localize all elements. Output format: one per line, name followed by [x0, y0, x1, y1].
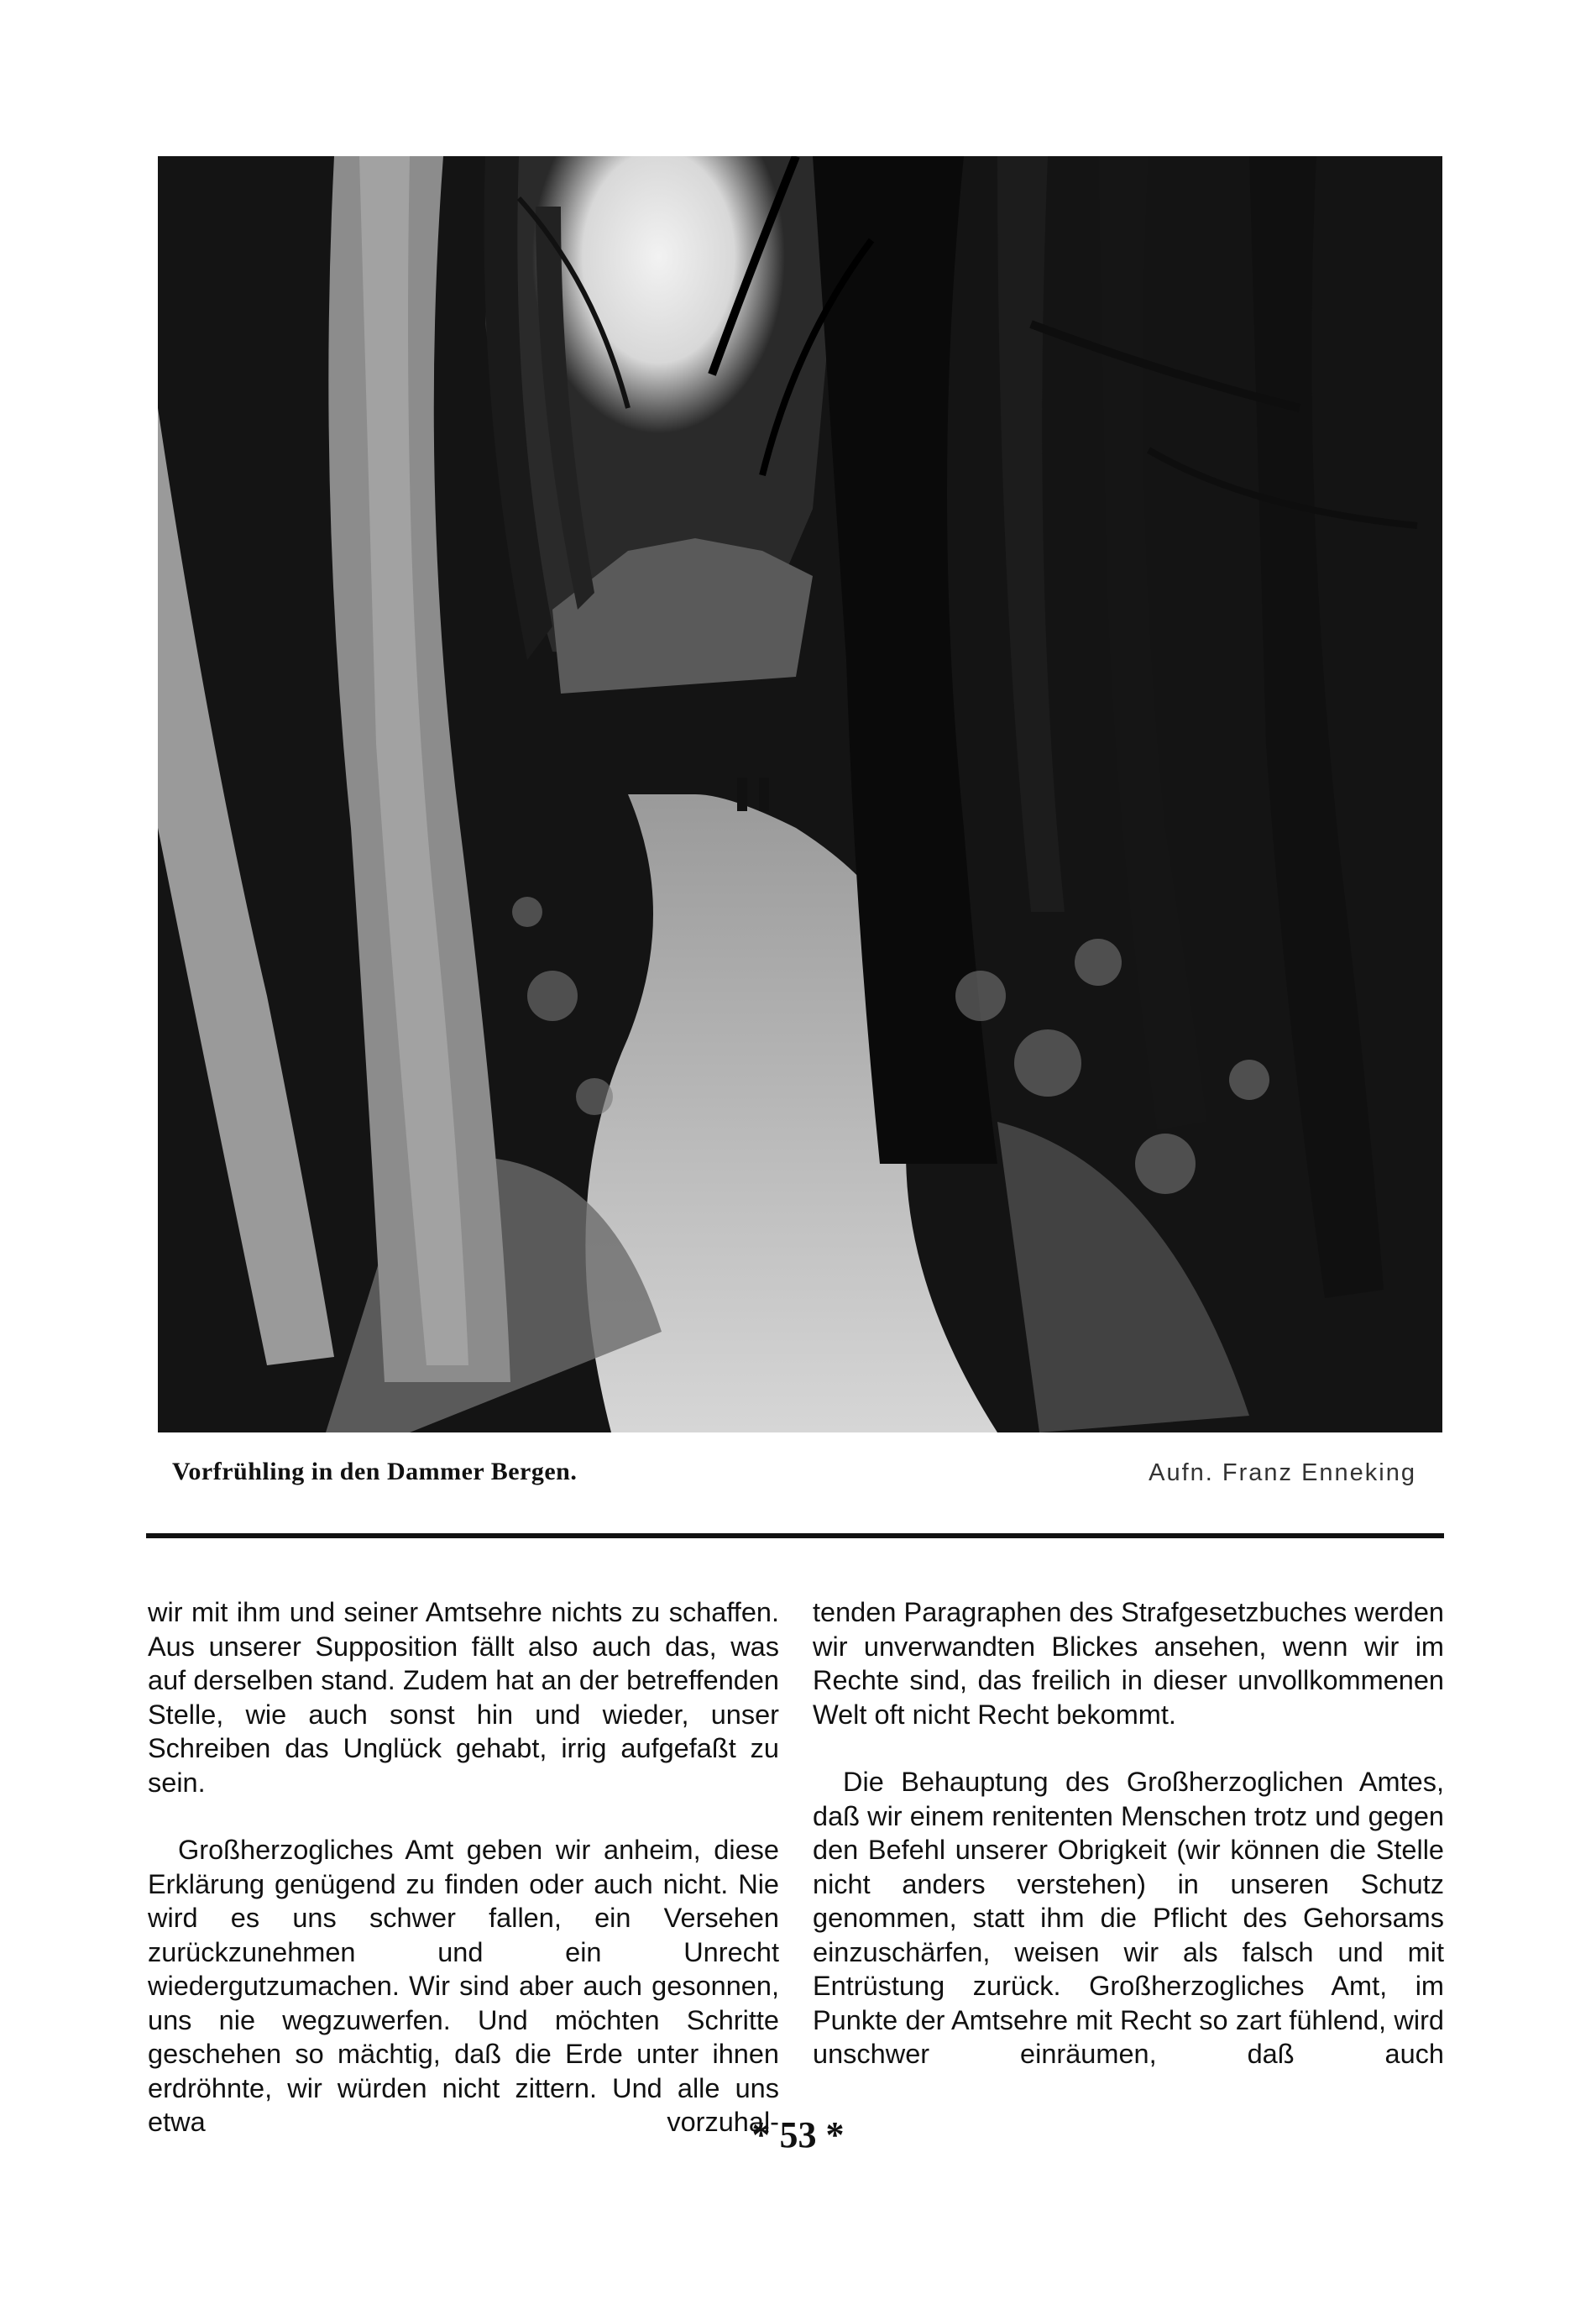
page-number: * 53 * — [751, 2114, 845, 2155]
photo-credit: Aufn. Franz Enneking — [1149, 1459, 1416, 1486]
paragraph: wir mit ihm und seiner Amtsehre nichts zu schaffen. Aus unserer Supposition fällt also auch das, was auf derselben stand. Zudem hat an der betreffenden Stelle, wie auch sonst hin und wieder, unser Schreiben das Unglück gehabt, irrig aufgefaßt zu sein. — [148, 1597, 779, 1798]
forest-path-photo — [158, 156, 1442, 1432]
paragraph: Großherzogliches Amt geben wir anheim, diese Erklärung genügend zu finden oder auch nicht. Nie wird es uns schwer fallen, ein Versehen zurückzunehmen und ein Unrecht wiedergutzumachen. Wir sind aber auch gesonnen, uns nie wegzuwerfen. Und möchten Schritte geschehen so mächtig, daß die Erde unter ihnen erdröhnte, wir würden nicht zittern. Und alle uns etwa vorzuhal- — [148, 1835, 779, 2137]
text-column-left — [148, 1595, 779, 2139]
forest-path-icon — [158, 156, 1442, 1432]
photo-caption-title: Vorfrühling in den Dammer Bergen. — [172, 1458, 578, 1485]
section-divider — [146, 1533, 1444, 1538]
paragraph: tenden Paragraphen des Strafgesetzbuches werden wir unverwandten Blickes ansehen, wenn wir im Rechte sind, das freilich in dieser unvollkommenen Welt oft nicht Recht bekommt. — [813, 1597, 1444, 1730]
text-column-right — [813, 1595, 1444, 2071]
paragraph: Die Behauptung des Großherzoglichen Amtes, daß wir einem renitenten Menschen trotz und gegen den Befehl unserer Obrigkeit (wir können die Stelle nicht anders verstehen) in unseren Schutz genommen, statt ihm die Pflicht des Gehorsams einzuschärfen, weisen wir als falsch und mit Entrüstung zurück. Großherzogliches Amt, im Punkte der Amtsehre mit Recht so zart fühlend, wird unschwer einräumen, daß auch — [813, 1767, 1444, 2069]
